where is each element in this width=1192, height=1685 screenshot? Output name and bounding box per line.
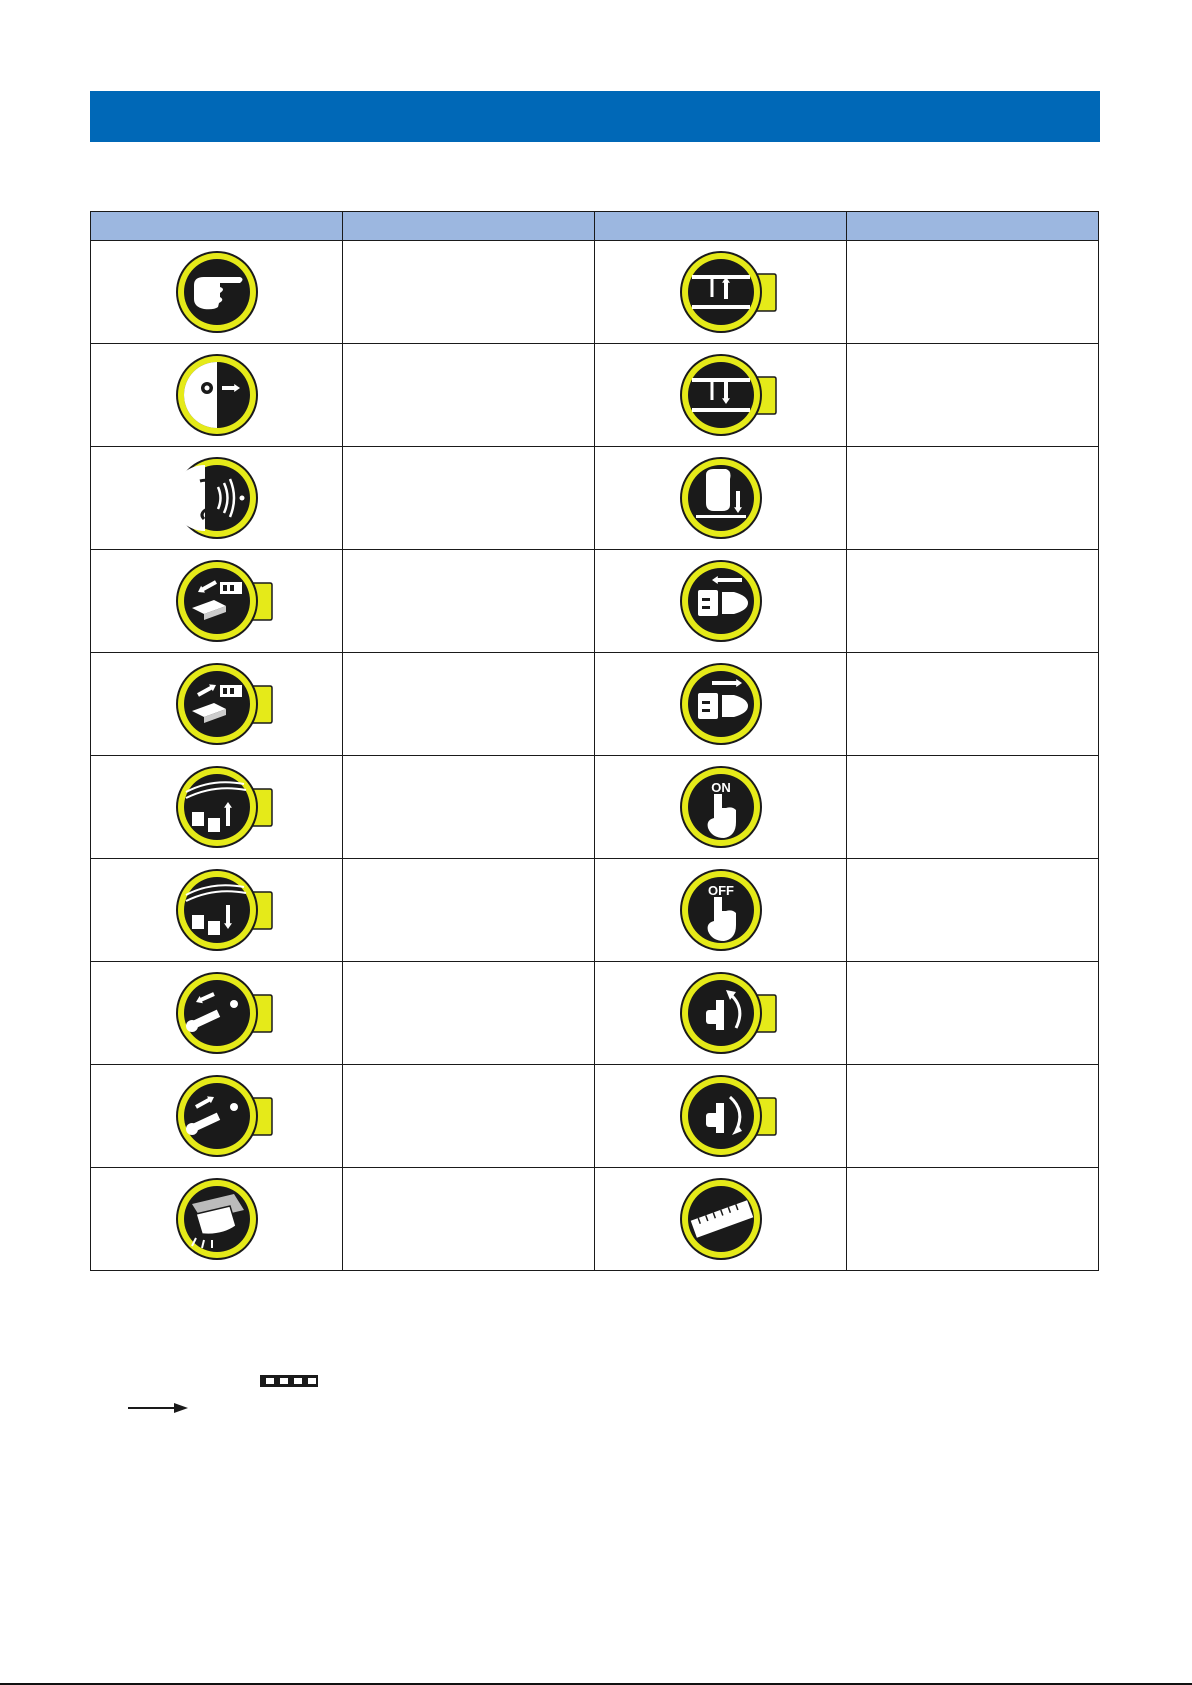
symbol-table [90,211,1099,1271]
meaning-cell [847,447,1099,550]
symbol-cell [595,653,847,756]
meaning-cell [343,859,595,962]
table-row [91,859,1099,962]
meaning-cell [343,344,595,447]
symbol-cell [91,1168,343,1271]
table-row [91,447,1099,550]
symbol-cell [595,550,847,653]
symbol-cell [595,1168,847,1271]
loosen-screw-icon [656,968,786,1058]
unplug-power-icon [656,556,786,646]
symbol-cell [595,1065,847,1168]
symbol-cell [91,653,343,756]
table-row [91,1065,1099,1168]
meaning-cell [343,1168,595,1271]
symbol-cell [91,859,343,962]
symbol-cell [595,241,847,344]
meaning-cell [847,241,1099,344]
meaning-cell [343,241,595,344]
symbol-cell [91,962,343,1065]
press-down-icon [656,453,786,543]
install-screw-icon [152,1071,282,1161]
meaning-cell [343,550,595,653]
table-row [91,241,1099,344]
table-row [91,344,1099,447]
header-symbol-1 [91,212,343,241]
symbol-cell [595,344,847,447]
tighten-screw-icon [656,1071,786,1161]
symbol-cell [91,550,343,653]
meaning-cell [847,859,1099,962]
symbol-cell [91,344,343,447]
meaning-cell [847,756,1099,859]
meaning-cell [847,344,1099,447]
table-row [91,653,1099,756]
cover-close-icon [656,350,786,440]
switch-on-icon [656,762,786,852]
secure-harness-clamp-icon [152,865,282,955]
remove-screw-icon [152,968,282,1058]
header-meaning-2 [847,212,1099,241]
switch-label: ON [710,780,731,795]
table-header-row [91,212,1099,241]
legend [120,1372,450,1422]
meaning-cell [847,1168,1099,1271]
disconnect-connector-icon [152,556,282,646]
table-row [91,550,1099,653]
release-harness-clamp-icon [152,762,282,852]
meaning-cell [343,653,595,756]
meaning-cell [847,962,1099,1065]
listen-sound-icon [152,453,282,543]
connector-symbol-icon [260,1375,318,1387]
meaning-cell [847,550,1099,653]
switch-label: OFF [707,883,734,898]
symbol-cell [595,859,847,962]
point-hand-icon [152,247,282,337]
symbol-cell [595,447,847,550]
meaning-cell [343,962,595,1065]
symbol-cell [91,756,343,859]
symbol-cell [91,1065,343,1168]
header-symbol-2 [595,212,847,241]
meaning-cell [343,1065,595,1168]
switch-off-icon [656,865,786,955]
look-check-icon [152,350,282,440]
table-row [91,1168,1099,1271]
table-row [91,756,1099,859]
connect-connector-icon [152,659,282,749]
clean-wipe-icon [152,1174,282,1264]
section-title-banner [90,91,1100,142]
symbol-cell [595,962,847,1065]
arrow-right-icon [128,1403,188,1413]
plug-in-power-icon [656,659,786,749]
symbol-cell [595,756,847,859]
measure-scale-icon [656,1174,786,1264]
symbol-cell [91,241,343,344]
meaning-cell [847,1065,1099,1168]
meaning-cell [343,447,595,550]
cover-open-icon [656,247,786,337]
header-meaning-1 [343,212,595,241]
symbol-cell [91,447,343,550]
table-row [91,962,1099,1065]
meaning-cell [343,756,595,859]
meaning-cell [847,653,1099,756]
